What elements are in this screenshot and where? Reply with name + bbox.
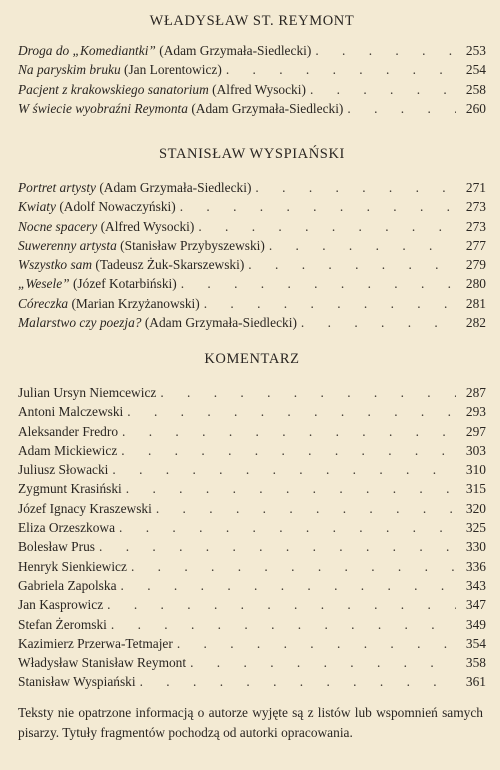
entry-page: 310 bbox=[465, 462, 486, 478]
entry-page: 254 bbox=[465, 62, 486, 78]
entry-page: 273 bbox=[465, 218, 486, 234]
entry-page: 343 bbox=[465, 577, 486, 593]
entry-author: Gabriela Zapolska bbox=[18, 577, 117, 593]
entry-page: 354 bbox=[465, 635, 486, 651]
entry-page: 279 bbox=[465, 257, 486, 273]
entry-page: 361 bbox=[465, 674, 486, 690]
entry-list bbox=[18, 383, 486, 692]
entry-author: Juliusz Słowacki bbox=[18, 462, 109, 478]
entry-page: 282 bbox=[465, 315, 486, 331]
entry-author: (Adam Grzymała-Siedlecki) bbox=[191, 100, 344, 116]
entry-page: 303 bbox=[465, 442, 486, 458]
section-heading: KOMENTARZ bbox=[204, 351, 300, 367]
section-heading: WŁADYSŁAW ST. REYMONT bbox=[149, 13, 355, 29]
entry-author: Kazimierz Przerwa-Tetmajer bbox=[18, 635, 173, 651]
entry-page: 320 bbox=[465, 500, 486, 516]
entry-page: 325 bbox=[465, 520, 486, 536]
section-komentarz bbox=[18, 349, 486, 692]
entry-page: 330 bbox=[465, 539, 486, 555]
entry-author: (Tadeusz Żuk-Skarszewski) bbox=[95, 257, 245, 273]
entry-author: (Adam Grzymała-Siedlecki) bbox=[159, 43, 312, 58]
entry-author: (Jan Lorentowicz) bbox=[124, 62, 222, 78]
toc-entry bbox=[18, 99, 486, 118]
toc-entry bbox=[18, 383, 486, 402]
entry-author: Jan Kasprowicz bbox=[18, 597, 104, 613]
toc-entry bbox=[18, 274, 486, 293]
entry-page: 253 bbox=[465, 43, 486, 58]
toc-entry bbox=[18, 197, 486, 216]
entry-page: 281 bbox=[465, 295, 486, 311]
toc-entry bbox=[18, 634, 486, 653]
entry-page: 358 bbox=[465, 655, 486, 671]
entry-author: (Stanisław Przybyszewski) bbox=[120, 237, 265, 253]
entry-page: 287 bbox=[465, 385, 486, 400]
entry-title: Suwerenny artysta bbox=[18, 237, 117, 253]
toc-entry bbox=[18, 653, 486, 672]
toc-entry bbox=[18, 441, 486, 460]
entry-page: 280 bbox=[465, 276, 486, 292]
entry-title: Nocne spacery bbox=[18, 218, 98, 234]
entry-author: Władysław Stanisław Reymont bbox=[18, 655, 187, 671]
entry-author: (Alfred Wysocki) bbox=[100, 218, 195, 234]
entry-list bbox=[18, 178, 486, 332]
entry-page: 349 bbox=[465, 616, 486, 632]
entry-title: Malarstwo czy poezja? bbox=[18, 315, 142, 331]
entry-author: Stanisław Wyspiański bbox=[18, 674, 136, 690]
entry-author: (Alfred Wysocki) bbox=[212, 81, 306, 97]
entry-author: (Adam Grzymała-Siedlecki) bbox=[144, 315, 297, 331]
entry-page: 315 bbox=[465, 481, 486, 497]
entry-author: Aleksander Fredro bbox=[18, 423, 119, 439]
entry-author: Henryk Sienkiewicz bbox=[18, 558, 127, 574]
entry-author: Stefan Żeromski bbox=[18, 616, 107, 632]
entry-author: (Józef Kotarbiński) bbox=[72, 276, 177, 292]
toc-entry bbox=[18, 518, 486, 537]
toc-entry bbox=[18, 255, 486, 274]
entry-title: Na paryskim bruku bbox=[18, 62, 121, 78]
entry-title: Wszystko sam bbox=[18, 257, 93, 273]
entry-page: 293 bbox=[465, 404, 486, 420]
toc-entry bbox=[18, 479, 486, 498]
entry-author: Adam Mickiewicz bbox=[18, 442, 118, 458]
entry-author: Zygmunt Krasiński bbox=[18, 481, 122, 497]
entry-author: (Marian Krzyżanowski) bbox=[71, 295, 200, 311]
entry-title: Pacjent z krakowskiego sanatorium bbox=[18, 81, 209, 97]
entry-author: Eliza Orzeszkowa bbox=[18, 520, 116, 536]
toc-entry bbox=[18, 576, 486, 595]
entry-page: 277 bbox=[465, 237, 486, 253]
toc-entry bbox=[18, 422, 486, 441]
entry-page: 336 bbox=[465, 558, 486, 574]
entry-page: 258 bbox=[465, 81, 486, 97]
entry-title: W świecie wyobraźni Reymonta bbox=[18, 100, 188, 116]
entry-title: Kwiaty bbox=[18, 199, 56, 215]
toc-entry bbox=[18, 178, 486, 197]
entry-title: „Wesele” bbox=[18, 276, 70, 292]
entry-author: Antoni Malczewski bbox=[18, 404, 124, 420]
entry-author: Bolesław Prus bbox=[18, 539, 95, 555]
editorial-note: Teksty nie opatrzone informacją o autorze wyjęte są z listów lub wspomnień samych pisarzy. Tytuły fragmentów pochodzą od autorki opracowania. bbox=[18, 705, 483, 740]
toc-entry bbox=[18, 313, 486, 332]
toc-entry bbox=[18, 236, 486, 255]
entry-page: 273 bbox=[465, 199, 486, 215]
toc-entry bbox=[18, 557, 486, 576]
toc-entry bbox=[18, 672, 486, 691]
entry-page: 347 bbox=[465, 597, 486, 613]
toc-entry bbox=[18, 41, 486, 60]
entry-page: 297 bbox=[465, 423, 486, 439]
section-reymont bbox=[18, 11, 486, 118]
section-wyspianski bbox=[18, 144, 486, 332]
entry-title: Córeczka bbox=[18, 295, 69, 311]
toc-entry bbox=[18, 595, 486, 614]
entry-author: (Adam Grzymała-Siedlecki) bbox=[99, 180, 252, 195]
toc-entry bbox=[18, 615, 486, 634]
toc-entry bbox=[18, 460, 486, 479]
entry-author: Józef Ignacy Kraszewski bbox=[18, 500, 152, 516]
entry-title: Portret artysty bbox=[18, 180, 96, 195]
entry-author: Julian Ursyn Niemcewicz bbox=[18, 385, 157, 400]
entry-list bbox=[18, 41, 486, 118]
toc-entry bbox=[18, 537, 486, 556]
entry-title: Droga do „Komediantki” bbox=[18, 43, 156, 58]
toc-entry bbox=[18, 294, 486, 313]
entry-page: 271 bbox=[465, 180, 486, 195]
section-heading: STANISŁAW WYSPIAŃSKI bbox=[159, 146, 345, 162]
entry-page: 260 bbox=[465, 100, 486, 116]
toc-entry bbox=[18, 499, 486, 518]
toc-entry bbox=[18, 217, 486, 236]
toc-entry bbox=[18, 402, 486, 421]
entry-author: (Adolf Nowaczyński) bbox=[59, 199, 176, 215]
toc-entry bbox=[18, 80, 486, 99]
toc-entry bbox=[18, 60, 486, 79]
